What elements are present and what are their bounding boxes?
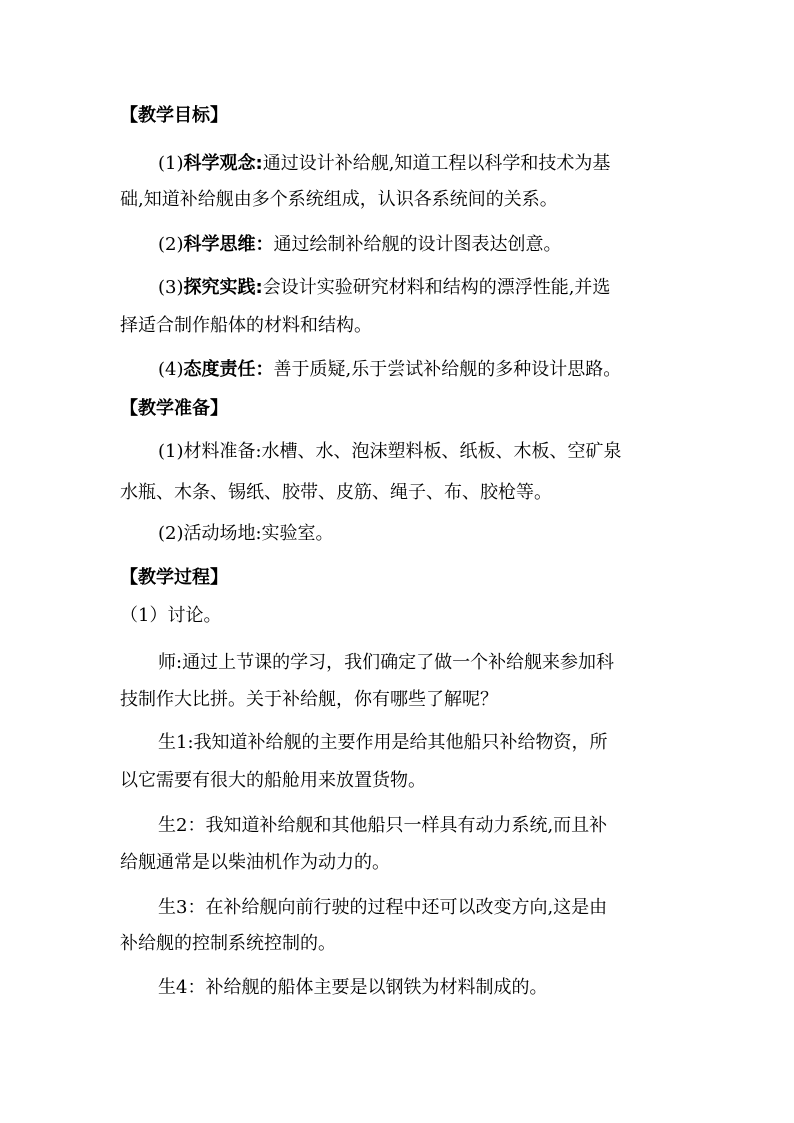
teacher-line-2: 技制作大比拼。关于补给舰，你有哪些了解呢？ — [120, 689, 498, 710]
objective-1-line-1 — [158, 152, 610, 176]
objective-4-label: 态度责任： — [183, 359, 274, 380]
teacher-line-1: 师:通过上节课的学习，我们确定了做一个补给舰来参加科 — [158, 652, 615, 673]
section-heading-process: 【教学过程】 — [120, 567, 228, 588]
objective-4-text: 善于质疑,乐于尝试补给舰的多种设计思路。 — [273, 359, 622, 380]
preparation-1-line-1: (1)材料准备:水槽、水、泡沫塑料板、纸板、木板、空矿泉 — [158, 441, 622, 462]
objective-4-line — [158, 358, 621, 382]
student-3-line-2: 补给舰的控制系统控制的。 — [120, 933, 336, 954]
objective-3-label: 探究实践: — [183, 277, 263, 298]
objective-1-text: 通过设计补给舰,知道工程以科学和技术为基 — [262, 153, 611, 174]
objective-3-number: (3) — [158, 277, 184, 298]
objective-1-number: (1) — [158, 153, 184, 174]
objective-3-text: 会设计实验研究材料和结构的漂浮性能,并选 — [262, 277, 611, 298]
objective-1-label: 科学观念: — [183, 153, 263, 174]
objective-3-line-1 — [158, 276, 610, 300]
student-1-line-1: 生1:我知道补给舰的主要作用是给其他船只补给物资，所 — [158, 732, 608, 753]
process-step-1: （1）讨论。 — [120, 605, 222, 626]
objective-2-text: 通过绘制补给舰的设计图表达创意。 — [273, 234, 562, 255]
student-4-line-1: 生4：补给舰的船体主要是以钢铁为材料制成的。 — [158, 977, 548, 998]
preparation-2-line: (2)活动场地:实验室。 — [158, 523, 334, 544]
student-3-line-1: 生3：在补给舰向前行驶的过程中还可以改变方向,这是由 — [158, 897, 608, 918]
preparation-1-line-2: 水瓶、木条、锡纸、胶带、皮筋、绳子、布、胶枪等。 — [120, 482, 552, 503]
objective-2-label: 科学思维： — [183, 234, 274, 255]
objective-2-number: (2) — [158, 234, 184, 255]
section-heading-objectives: 【教学目标】 — [120, 105, 228, 126]
objective-2-line — [158, 233, 562, 257]
objective-1-line-2: 础,知道补给舰由多个系统组成，认识各系统间的关系。 — [120, 189, 558, 210]
student-1-line-2: 以它需要有很大的船舱用来放置货物。 — [120, 770, 426, 791]
objective-3-line-2: 择适合制作船体的材料和结构。 — [120, 315, 372, 336]
student-2-line-2: 给舰通常是以柴油机作为动力的。 — [120, 852, 390, 873]
objective-4-number: (4) — [158, 359, 184, 380]
section-heading-preparation: 【教学准备】 — [120, 398, 228, 419]
student-2-line-1: 生2：我知道补给舰和其他船只一样具有动力系统,而且补 — [158, 815, 608, 836]
